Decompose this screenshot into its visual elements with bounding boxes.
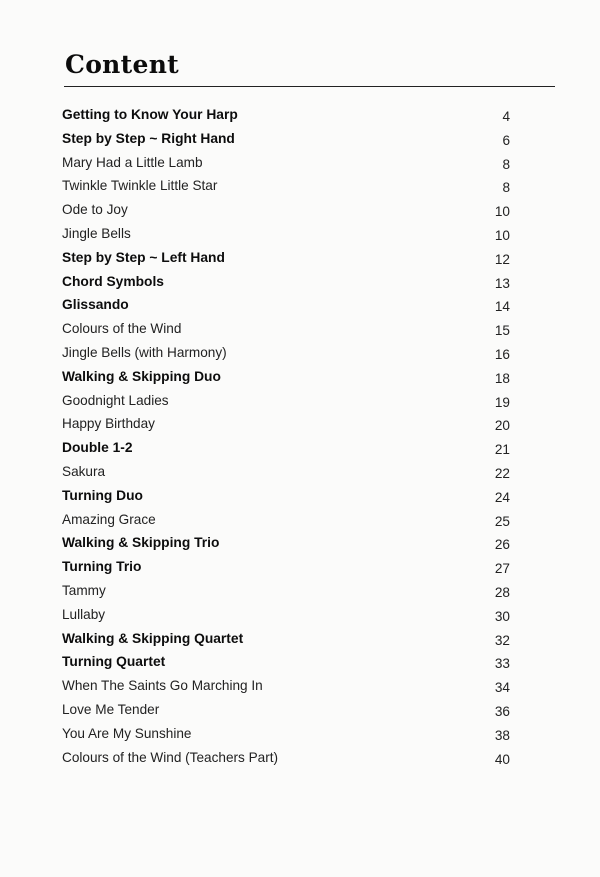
toc-entry-page-number: 34 (494, 680, 510, 696)
toc-entry-page-number: 30 (494, 608, 510, 624)
toc-entry-page-number: 19 (494, 394, 510, 410)
toc-entry-label: Walking & Skipping Trio (62, 535, 220, 551)
toc-entry-page-number: 8 (502, 156, 510, 172)
toc-section-entry (62, 274, 510, 294)
toc-entry-label: Turning Quartet (62, 654, 166, 670)
toc-entry-page-number: 10 (494, 228, 510, 243)
toc-entry-page-number: 22 (494, 466, 510, 481)
toc-section-entry (62, 131, 510, 151)
toc-entry-label: Ode to Joy (62, 202, 128, 218)
toc-section-entry (62, 559, 510, 579)
toc-entry-label: Lullaby (62, 606, 106, 622)
toc-song-entry (62, 202, 510, 222)
toc-entry-label: When The Saints Go Marching In (62, 678, 263, 694)
toc-song-entry (62, 155, 510, 175)
toc-entry-page-number: 36 (494, 704, 510, 719)
toc-entry-page-number: 28 (494, 585, 510, 600)
toc-entry-label: You Are My Sunshine (62, 725, 192, 741)
toc-entry-label: Chord Symbols (62, 273, 164, 289)
toc-song-entry (62, 178, 510, 198)
toc-entry-label: Glissando (62, 297, 129, 313)
toc-entry-page-number: 8 (502, 180, 510, 196)
toc-song-entry (62, 321, 510, 341)
toc-entry-page-number: 10 (494, 204, 510, 220)
toc-entry-label: Turning Trio (62, 559, 142, 575)
toc-entry-page-number: 38 (494, 727, 510, 743)
toc-entry-page-number: 25 (494, 513, 510, 529)
toc-entry-page-number: 40 (494, 751, 510, 767)
toc-entry-page-number: 33 (494, 656, 510, 672)
toc-song-entry (62, 464, 510, 484)
toc-entry-label: Love Me Tender (62, 702, 160, 717)
toc-entry-label: Mary Had a Little Lamb (62, 154, 203, 170)
toc-entry-label: Tammy (62, 583, 106, 598)
toc-section-entry (62, 631, 510, 651)
toc-song-entry (62, 583, 510, 603)
toc-song-entry (62, 678, 510, 698)
toc-entry-label: Goodnight Ladies (62, 392, 169, 408)
toc-entry-page-number: 13 (494, 275, 510, 291)
toc-song-entry (62, 512, 510, 532)
toc-entry-label: Step by Step ~ Left Hand (62, 249, 225, 265)
toc-section-entry (62, 488, 510, 508)
toc-section-entry (62, 535, 510, 555)
toc-entry-page-number: 14 (494, 299, 510, 315)
toc-song-entry (62, 226, 510, 246)
toc-song-entry (62, 416, 510, 436)
title-rule (64, 86, 555, 87)
toc-entry-page-number: 18 (494, 370, 510, 386)
toc-entry-page-number: 32 (494, 632, 510, 648)
toc-entry-page-number: 20 (494, 418, 510, 434)
toc-song-entry (62, 393, 510, 413)
toc-entry-page-number: 15 (494, 323, 510, 339)
toc-entry-label: Colours of the Wind (62, 321, 182, 337)
toc-entry-label: Getting to Know Your Harp (62, 107, 238, 122)
toc-entry-label: Jingle Bells (with Harmony) (62, 345, 227, 360)
toc-entry-label: Colours of the Wind (Teachers Part) (62, 749, 279, 765)
toc-section-entry (62, 297, 510, 317)
toc-entry-page-number: 16 (494, 347, 510, 362)
toc-entry-page-number: 24 (494, 489, 510, 505)
toc-entry-page-number: 21 (494, 442, 510, 458)
toc-section-entry (62, 440, 510, 460)
toc-entry-label: Step by Step ~ Right Hand (62, 130, 235, 146)
toc-entry-label: Walking & Skipping Duo (62, 368, 221, 384)
toc-song-entry (62, 607, 510, 627)
toc-entry-label: Happy Birthday (62, 416, 155, 432)
toc-song-entry (62, 702, 510, 722)
toc-section-entry (62, 654, 510, 674)
toc-section-entry (62, 250, 510, 270)
toc-entry-page-number: 6 (502, 132, 510, 148)
toc-song-entry (62, 750, 510, 770)
page-title: Content (65, 50, 180, 79)
toc-entry-page-number: 27 (494, 561, 510, 577)
toc-entry-label: Walking & Skipping Quartet (62, 630, 244, 646)
toc-entry-label: Turning Duo (62, 487, 143, 503)
toc-section-entry (62, 107, 510, 127)
toc-entry-label: Sakura (62, 464, 106, 479)
toc-song-entry (62, 345, 510, 365)
toc-entry-page-number: 4 (502, 109, 510, 124)
toc-entry-label: Double 1-2 (62, 440, 133, 456)
toc-section-entry (62, 369, 510, 389)
toc-entry-page-number: 12 (494, 251, 510, 267)
toc-song-entry (62, 726, 510, 746)
toc-entry-label: Twinkle Twinkle Little Star (62, 178, 218, 194)
toc-entry-page-number: 26 (494, 537, 510, 553)
toc-entry-label: Jingle Bells (62, 226, 131, 241)
toc-entry-label: Amazing Grace (62, 511, 156, 527)
